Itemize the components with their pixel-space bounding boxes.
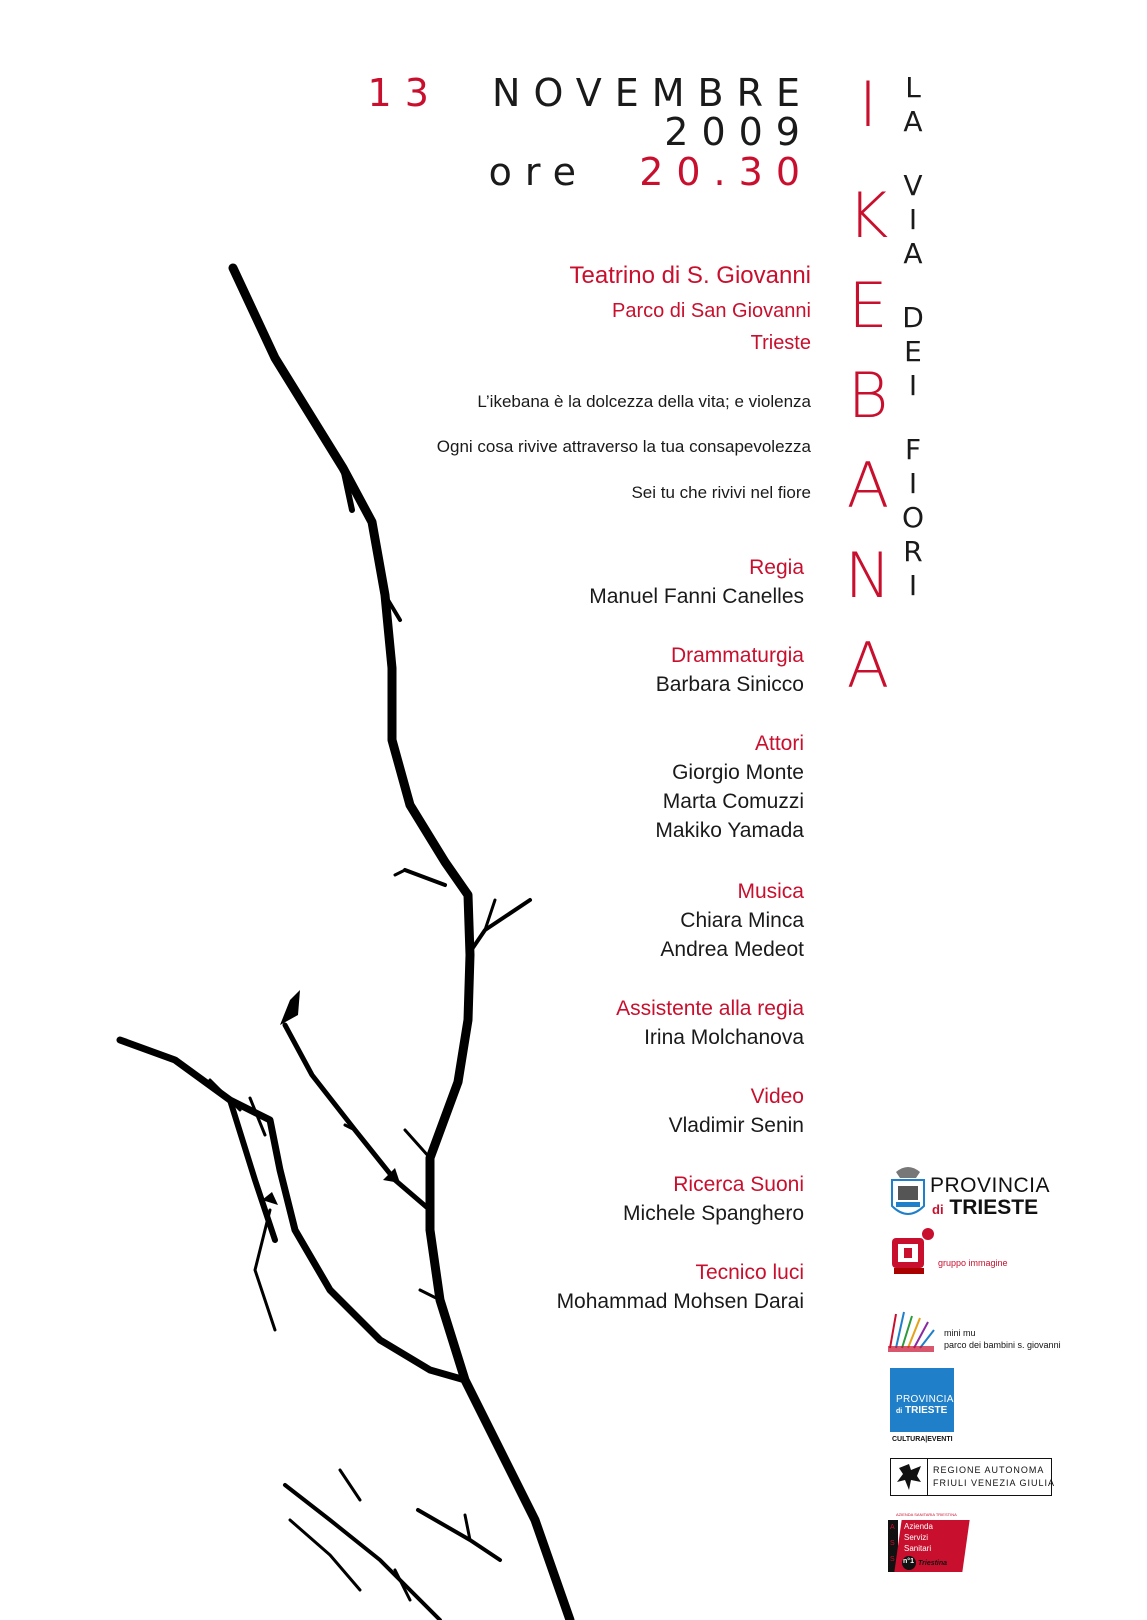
title-letter: E bbox=[848, 269, 888, 342]
ass-letter: S bbox=[890, 1540, 895, 1547]
ass-top-text: AZIENDA SANITARIA TRIESTINA bbox=[896, 1512, 957, 1517]
venue-park: Parco di San Giovanni bbox=[611, 300, 811, 322]
ass-number: n°1 bbox=[903, 1558, 914, 1565]
regione-line2: FRIULI VENEZIA GIULIA bbox=[933, 1478, 1056, 1488]
credit-role: Regia bbox=[749, 556, 804, 579]
regione-fvg-logo bbox=[890, 1458, 1056, 1496]
gruppo-immagine-logo bbox=[890, 1228, 1040, 1280]
minimu-logo bbox=[886, 1308, 1106, 1358]
subtitle-letter: I bbox=[908, 569, 918, 602]
gruppo-immagine-icon bbox=[890, 1228, 934, 1278]
credit-name: Andrea Medeot bbox=[660, 938, 804, 961]
title-letter: N bbox=[844, 539, 892, 612]
credit-role: Tecnico luci bbox=[695, 1261, 804, 1284]
date-time bbox=[488, 150, 813, 194]
ass-line2: Servizi bbox=[904, 1533, 929, 1542]
ass-number-circle bbox=[902, 1556, 916, 1570]
subtitle-letter: O bbox=[901, 501, 925, 534]
date-month: NOVEMBRE bbox=[492, 71, 813, 115]
minimu-line2: parco dei bambini s. giovanni bbox=[944, 1340, 1061, 1350]
subtitle-letter: I bbox=[908, 369, 918, 402]
title-letter: K bbox=[847, 179, 889, 252]
gruppo-text: gruppo immagine bbox=[938, 1258, 1008, 1268]
time-prefix: ore bbox=[488, 150, 590, 194]
regione-line1: REGIONE AUTONOMA bbox=[933, 1465, 1045, 1475]
cultura-di: di bbox=[896, 1408, 903, 1415]
regione-divider bbox=[927, 1459, 928, 1495]
provincia-trieste-logo bbox=[888, 1166, 1068, 1226]
subtitle-letter: I bbox=[908, 467, 918, 500]
credit-role: Musica bbox=[737, 880, 804, 903]
quote-line: Sei tu che rivivi nel fiore bbox=[631, 483, 811, 502]
ass-city: Triestina bbox=[918, 1560, 948, 1567]
cultura-line1: PROVINCIA bbox=[896, 1394, 954, 1405]
time-value: 20.30 bbox=[639, 150, 813, 194]
ass-letter: S bbox=[890, 1556, 895, 1563]
credit-role: Video bbox=[750, 1085, 804, 1108]
ass-triestina-logo bbox=[888, 1512, 968, 1578]
credit-role: Ricerca Suoni bbox=[673, 1173, 804, 1196]
credit-name: Barbara Sinicco bbox=[655, 673, 804, 696]
provincia-crest-icon bbox=[888, 1166, 928, 1224]
date-year: 2009 bbox=[664, 110, 813, 154]
subtitle-letter: A bbox=[903, 105, 923, 138]
credit-name: Vladimir Senin bbox=[668, 1114, 804, 1137]
credit-role: Assistente alla regia bbox=[616, 997, 804, 1020]
title-letter: A bbox=[846, 449, 890, 522]
provincia-di: di bbox=[932, 1202, 944, 1217]
subtitle-letter: V bbox=[903, 169, 923, 202]
cultura-eventi-logo bbox=[890, 1368, 954, 1448]
ass-line3: Sanitari bbox=[904, 1544, 932, 1553]
subtitle-letter: L bbox=[905, 71, 921, 104]
credit-name: Irina Molchanova bbox=[644, 1026, 804, 1049]
cultura-caption: CULTURA|EVENTI bbox=[892, 1436, 953, 1443]
credit-role: Drammaturgia bbox=[670, 644, 804, 667]
credit-name: Michele Spanghero bbox=[623, 1202, 804, 1225]
quote-line: Ogni cosa rivive attraverso la tua consapevolezza bbox=[436, 437, 811, 456]
subtitle-letter: F bbox=[904, 433, 922, 466]
subtitle-letter: I bbox=[908, 203, 918, 236]
title-letter: A bbox=[846, 629, 890, 702]
ass-line1: Azienda bbox=[904, 1522, 933, 1531]
provincia-trieste: TRIESTE bbox=[949, 1196, 1039, 1219]
title-letter: I bbox=[858, 68, 878, 141]
subtitle-letter: E bbox=[904, 335, 922, 368]
eagle-icon bbox=[895, 1460, 925, 1494]
ass-letter: A bbox=[890, 1524, 895, 1531]
cultura-line2 bbox=[896, 1405, 947, 1416]
subtitle-letter: D bbox=[902, 301, 924, 334]
credit-name: Makiko Yamada bbox=[655, 819, 804, 842]
credit-name: Marta Comuzzi bbox=[662, 790, 804, 813]
minimu-line1: mini mu bbox=[944, 1328, 976, 1338]
cultura-trieste: TRIESTE bbox=[905, 1405, 948, 1416]
credit-name: Chiara Minca bbox=[680, 909, 804, 932]
provincia-line2 bbox=[932, 1196, 1038, 1220]
credit-role: Attori bbox=[754, 732, 804, 755]
subtitle-letter: R bbox=[903, 535, 923, 568]
subtitle-letter: A bbox=[903, 237, 923, 270]
date-day-month bbox=[367, 71, 813, 115]
venue-name: Teatrino di S. Giovanni bbox=[569, 262, 811, 289]
cultura-blue-box bbox=[890, 1368, 954, 1432]
minimu-colorful-icon bbox=[886, 1308, 936, 1354]
quote-line: L’ikebana è la dolcezza della vita; e violenza bbox=[477, 392, 811, 411]
credit-name: Manuel Fanni Canelles bbox=[589, 585, 804, 608]
title-letter: B bbox=[847, 359, 889, 432]
venue-city: Trieste bbox=[750, 332, 811, 354]
credit-name: Mohammad Mohsen Darai bbox=[556, 1290, 804, 1313]
provincia-line1: PROVINCIA bbox=[930, 1174, 1051, 1197]
date-day: 13 bbox=[367, 71, 442, 115]
credit-name: Giorgio Monte bbox=[672, 761, 804, 784]
